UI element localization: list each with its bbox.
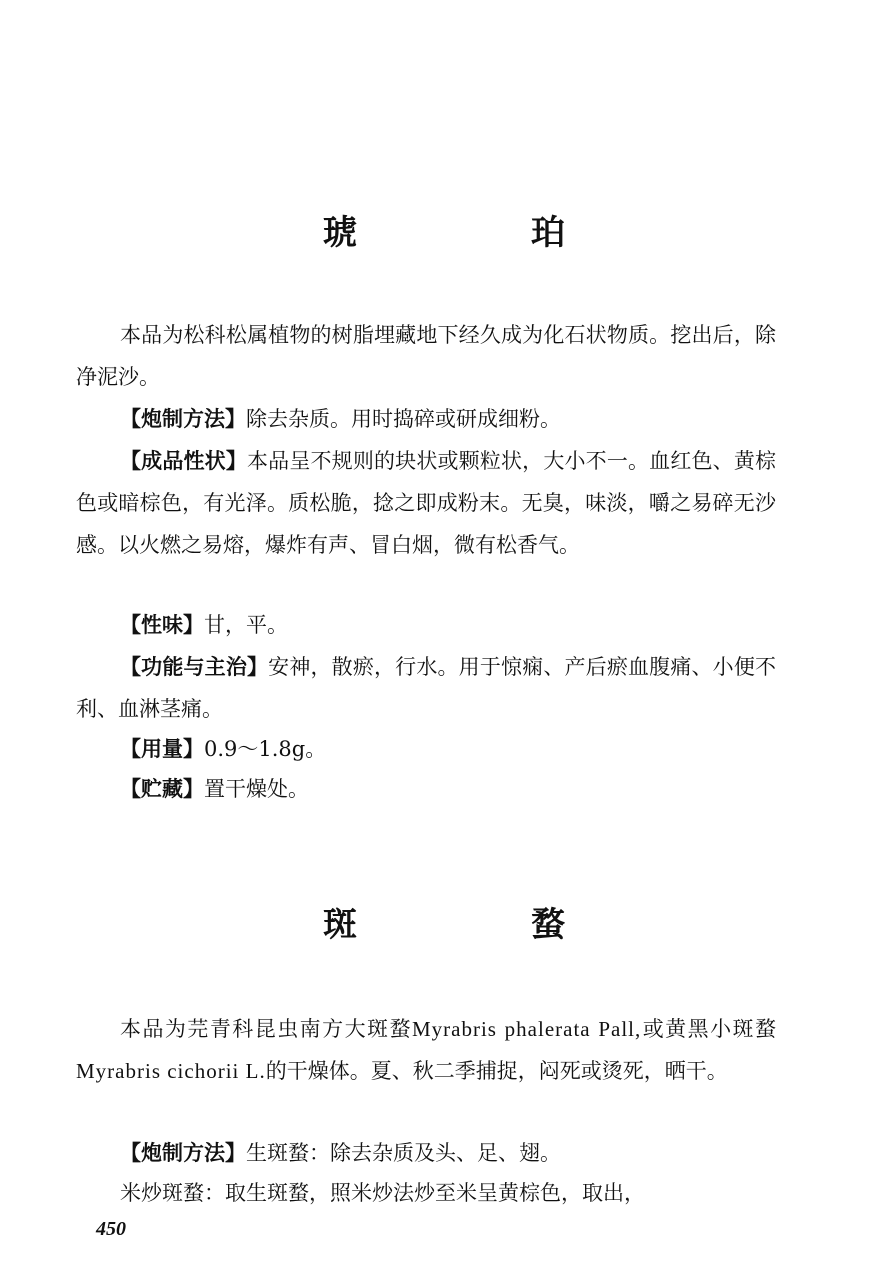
item-text: 0.9～1.8g。 [204,737,327,761]
amber-nature-flavor [76,604,776,646]
intro-text: 或黄黑小斑蝥 [641,1017,777,1041]
item-label: 【功能与主治】 [120,655,269,679]
section-title-cantharis: 斑 蝥 [323,905,635,945]
item-label: 【用量】 [120,737,204,761]
intro-text: 的干燥体。夏、秋二季捕捉，闷死或烫死，晒干。 [265,1059,728,1083]
cantharis-processing [76,1132,776,1174]
cantharis-intro [76,1008,776,1092]
item-text: 甘，平。 [204,613,288,637]
latin-name: Myrabris cichorii L. [76,1059,266,1083]
item-text: 除去杂质。用时捣碎或研成细粉。 [246,407,561,431]
item-label: 【贮藏】 [120,777,204,801]
section-title-amber: 琥 珀 [323,213,635,253]
item-label: 【性味】 [120,613,204,637]
amber-functions [76,646,776,730]
intro-text: 本品为芫青科昆虫南方大斑蝥 [120,1017,412,1041]
cantharis-rice-fry: 米炒斑蝥：取生斑蝥，照米炒法炒至米呈黄棕色，取出， [120,1181,645,1205]
item-text: 安神，散瘀，行水。用于惊痫、产后瘀血腹痛、小便不利、血淋茎痛。 [76,655,777,721]
item-text: 本品呈不规则的块状或颗粒状，大小不一。血红色、黄棕色或暗棕色，有光泽。质松脆，捻之即成粉末。无臭，味淡，嚼之易碎无沙感。以火燃之易熔，爆炸有声、冒白烟，微有松香气。 [76,449,776,557]
amber-processing [76,398,776,440]
latin-name: Myrabris phalerata Pall, [411,1017,642,1041]
item-text: 置干燥处。 [204,777,309,801]
item-label: 【炮制方法】 [120,1141,246,1165]
amber-storage [76,768,776,810]
item-text: 生斑蝥：除去杂质及头、足、翅。 [246,1141,561,1165]
amber-dosage [76,728,776,770]
amber-characteristics [76,440,776,566]
item-label: 【成品性状】 [120,449,247,473]
page-number: 450 [96,1218,126,1240]
amber-intro: 本品为松科松属植物的树脂埋藏地下经久成为化石状物质。挖出后，除净泥沙。 [76,323,776,389]
item-label: 【炮制方法】 [120,407,246,431]
